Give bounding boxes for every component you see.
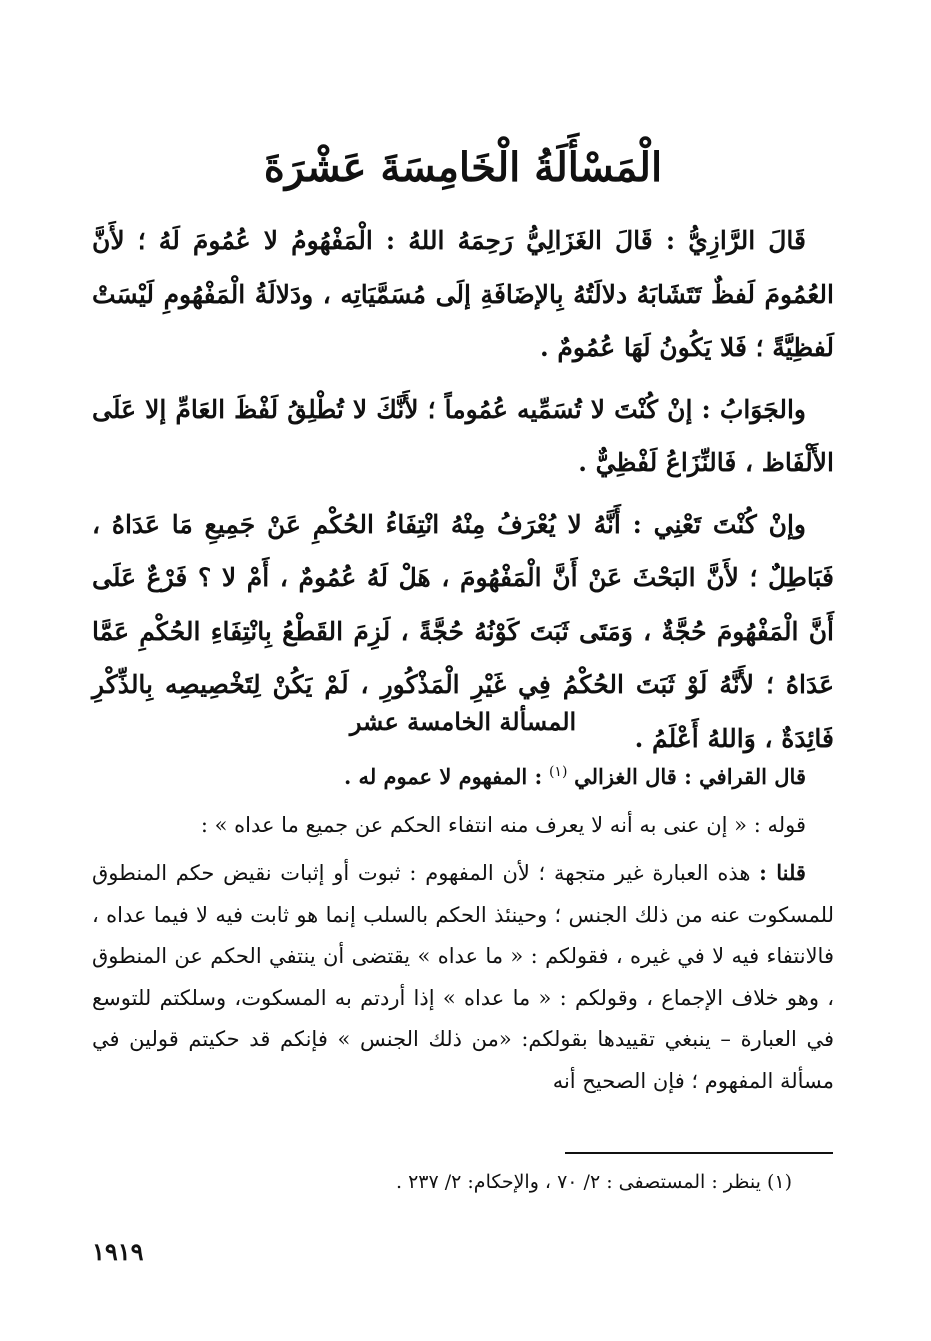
page-title: الْمَسْأَلَةُ الْخَامِسَةَ عَشْرَةَ: [263, 144, 663, 191]
qarafi-lead: قال القرافي : قال الغزالي: [574, 764, 806, 789]
footnote-separator: [565, 1152, 833, 1154]
razi-text: [92, 214, 834, 765]
footnote: (١) ينظر : المستصفى : ٢/ ٧٠ ، والإحكام: ٢/ ٢٣٧ .: [395, 1171, 792, 1193]
page-number: ١٩١٩: [92, 1237, 144, 1266]
qarafi-text: [92, 756, 834, 1102]
razi-paragraph-1: قَالَ الرَّازِيُّ : قَالَ الغَزَالِيُّ رَحِمَهُ اللهُ : الْمَفْهُومُ لا عُمُومَ لَهُ ؛ لأَنَّ العُمُومَ لَفظٌ تَتَشَابَهُ دلالَتُهُ بِالإضَافَةِ إلَى مُسَمَّيَاتِه ، ودَلالَةُ الْمَفْهُومِ لَيْسَتْ لَفظِيَّةً ؛ فَلا يَكُونُ لَهَا عُمُومٌ .: [92, 226, 834, 362]
section-subtitle: المسألة الخامسة عشر: [349, 707, 577, 736]
qulna-lead: قلنا :: [759, 860, 806, 885]
qulna-text: هذه العبارة غير متجهة ؛ لأن المفهوم : ثبوت أو إثبات نقيض حكم المنطوق للمسكوت عنه من ذلك الجنس ؛ وحينئذ الحكم بالسلب إنما هو ثابت فيه لا فيما عداه ، فالانتفاء فيه لا في غيره ، فقولكم : « ما عداه » يقتضى أن ينتفي الحكم عن المنطوق ، وهو خلاف الإجماع ، وقولكم : « ما عداه » إذا أردتم به المسكوت، وسلكتم للتوسع في العبارة – ينبغي تقييدها بقولكم: «من ذلك الجنس » فإنكم قد حكيتم قولين في مسألة المفهوم ؛ فإن الصحيح أنه: [92, 861, 834, 1093]
footnote-marker: (١): [548, 764, 568, 780]
razi-paragraph-2: والجَوَابُ : إنْ كُنْتَ لا تُسَمِّيه عُمُوماً ؛ لأَنَّكَ لا تُطْلِقُ لَفْظَ العَامِّ إلا عَلَى الأَلْفَاظ ، فَالنِّزَاعُ لَفْظِيٌّ .: [92, 394, 834, 477]
qawluhu-paragraph: قوله : « إن عنى به أنه لا يعرف منه انتفاء الحكم عن جميع ما عداه » :: [200, 812, 806, 837]
qulna-paragraph: [92, 852, 834, 1102]
qarafi-rest: : المفهوم لا عموم له .: [343, 764, 543, 789]
razi-paragraph-3: وإنْ كُنْتَ تَعْنِي : أَنَّهُ لا يُعْرَفُ مِنْهُ انْتِفَاءُ الحُكْمِ عَنْ جَمِيعِ مَا عَدَاهُ ، فَبَاطِلٌ ؛ لأَنَّ البَحْثَ عَنْ أَنَّ الْمَفْهُومَ ، هَلْ لَهُ عُمُومٌ ، أَمْ لا ؟ فَرْعٌ عَلَى أَنَّ الْمَفْهُومَ حُجَّةٌ ، وَمَتَى ثَبَتَ كَوْنُهُ حُجَّةً ، لَزِمَ القَطْعُ بِانْتِفَاءِ الحُكْمِ عَمَّا عَدَاهُ ؛ لأَنَّهُ لَوْ ثَبَتَ الحُكْمُ فِي غَيْرِ الْمَذْكُورِ ، لَمْ يَكُنْ لِتَخْصِيصِه بِالذِّكْرِ فَائِدَةٌ ، وَاللهُ أَعْلَمُ .: [92, 509, 834, 753]
qarafi-paragraph: [92, 756, 834, 799]
